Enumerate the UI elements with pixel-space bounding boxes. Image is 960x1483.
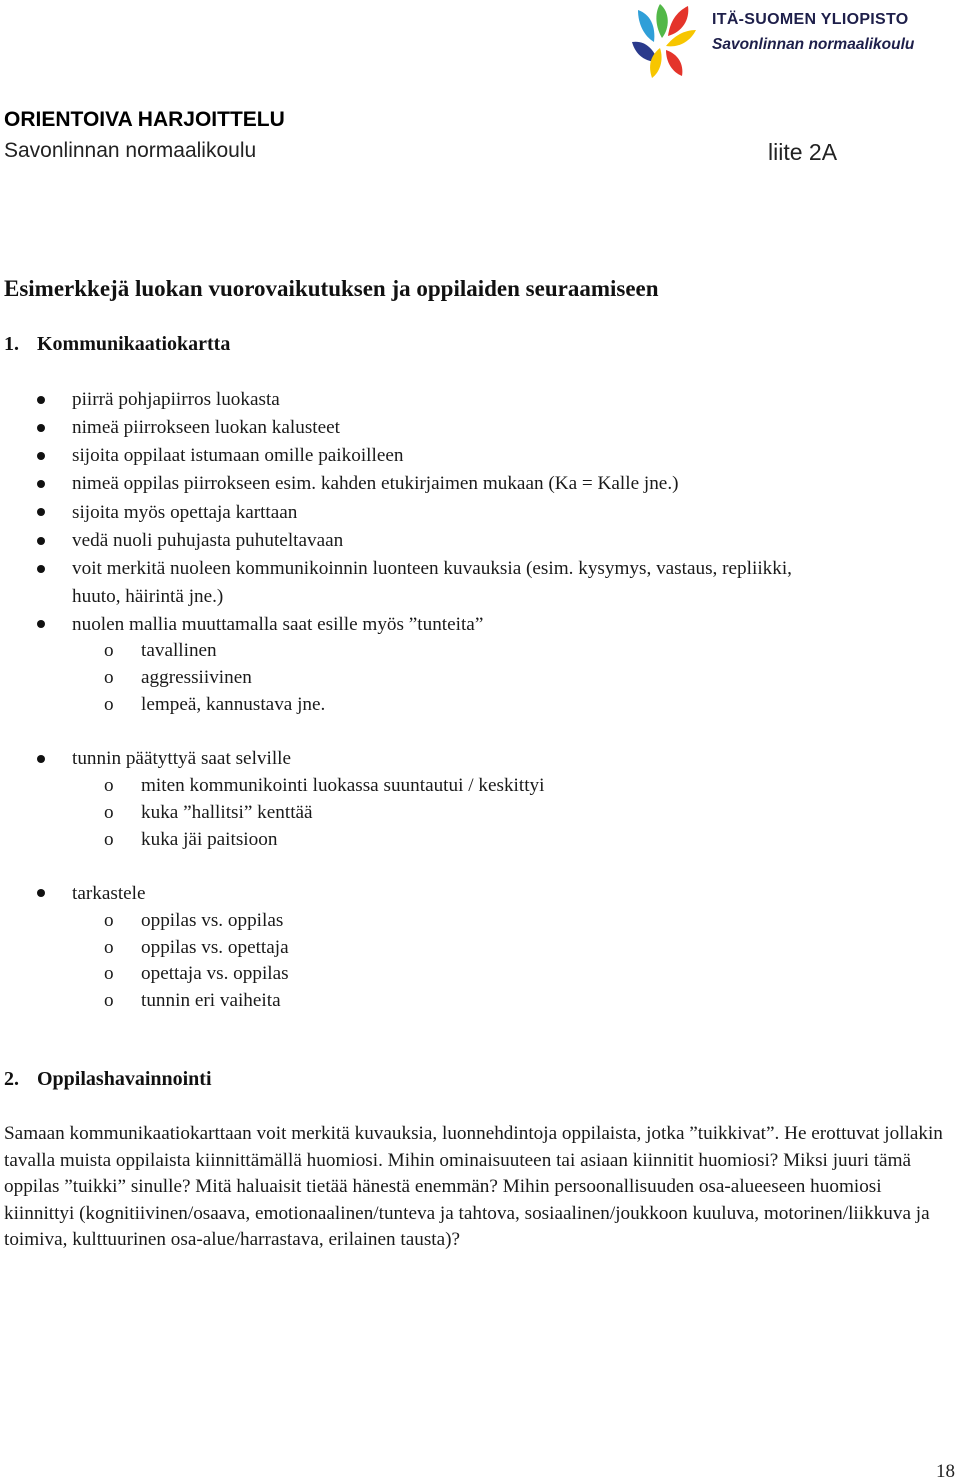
sub-bullet-marker: o (104, 990, 114, 1011)
section-2-number: 2. (4, 1068, 19, 1090)
page-number: 18 (936, 1461, 955, 1482)
sub-bullet-marker: o (104, 640, 114, 661)
logo-school-name: Savonlinnan normaalikoulu (712, 36, 915, 53)
list-item-continuation: huuto, häirintä jne.) (72, 586, 224, 607)
bullet-dot (37, 508, 45, 516)
sub-list-item: lempeä, kannustava jne. (141, 694, 326, 715)
sub-list-item: kuka jäi paitsioon (141, 829, 278, 850)
bullet-dot (37, 396, 45, 404)
sub-list-item: oppilas vs. opettaja (141, 937, 289, 958)
bullet-dot (37, 889, 45, 897)
list-item: tunnin päätyttyä saat selville (72, 748, 291, 769)
list-item: piirrä pohjapiirros luokasta (72, 389, 280, 410)
list-item: voit merkitä nuoleen kommunikoinnin luonteen kuvauksia (esim. kysymys, vastaus, repliikki, (72, 558, 792, 579)
list-item: sijoita myös opettaja karttaan (72, 502, 298, 523)
sub-bullet-marker: o (104, 963, 114, 984)
header-title: ORIENTOIVA HARJOITTELU (4, 108, 285, 131)
university-logo (630, 2, 950, 80)
sub-bullet-marker: o (104, 694, 114, 715)
section-1-heading (4, 333, 230, 356)
section-1-title: Kommunikaatiokartta (37, 333, 231, 355)
list-item: nimeä oppilas piirrokseen esim. kahden etukirjaimen mukaan (Ka = Kalle jne.) (72, 473, 679, 494)
list-item: nimeä piirrokseen luokan kalusteet (72, 417, 341, 438)
sub-list-item: opettaja vs. oppilas (141, 963, 289, 984)
section-1-number: 1. (4, 333, 19, 355)
header-school: Savonlinnan normaalikoulu (4, 139, 257, 162)
list-item: sijoita oppilaat istumaan omille paikoilleen (72, 445, 404, 466)
logo-university-name: ITÄ-SUOMEN YLIOPISTO (712, 11, 909, 28)
sub-bullet-marker: o (104, 775, 114, 796)
list-item: vedä nuoli puhujasta puhuteltavaan (72, 530, 344, 551)
sub-bullet-marker: o (104, 802, 114, 823)
bullet-dot (37, 755, 45, 763)
bullet-dot (37, 620, 45, 628)
bullet-dot (37, 480, 45, 488)
sub-list-item: oppilas vs. oppilas (141, 910, 284, 931)
section-2-heading (4, 1068, 212, 1091)
sub-list-item: aggressiivinen (141, 667, 252, 688)
sub-bullet-marker: o (104, 667, 114, 688)
logo-leaves-icon (630, 2, 702, 80)
sub-list-item: tavallinen (141, 640, 217, 661)
list-item: tarkastele (72, 883, 146, 904)
section-2-paragraph: Samaan kommunikaatiokarttaan voit merkitä kuvauksia, luonnehdintoja oppilaista, jotka ”tuikkivat”. He erottuvat jollakin tavalla muista oppilaista kiinnittämällä huomiosi. Mihin ominaisuuteen tai asiaan kiinnitit huomiosi? Miksi juuri tämä oppilas ”tuikki” sinulle? Mitä haluaisit tietää hänestä enemmän? Mihin persoonallisuuden osa-alueeseen huomiosi kiinnittyi (kognitiivinen/osaava, emotionaalinen/tunteva ja tahtova, sosiaalinen/joukkoon kuuluva, motorinen/liikkuva ja toimiva, kulttuurinen osa-alue/harrastava, erilainen tausta)? (4, 1123, 943, 1251)
header-appendix: liite 2A (768, 139, 838, 165)
list-item: nuolen mallia muuttamalla saat esille myös ”tunteita” (72, 614, 484, 635)
bullet-dot (37, 452, 45, 460)
sub-bullet-marker: o (104, 829, 114, 850)
sub-bullet-marker: o (104, 937, 114, 958)
bullet-dot (37, 565, 45, 573)
sub-list-item: miten kommunikointi luokassa suuntautui / keskittyi (141, 775, 545, 796)
section-2-title: Oppilashavainnointi (37, 1068, 212, 1090)
bullet-dot (37, 424, 45, 432)
sub-list-item: kuka ”hallitsi” kenttää (141, 802, 313, 823)
sub-list-item: tunnin eri vaiheita (141, 990, 281, 1011)
bullet-dot (37, 537, 45, 545)
document-title: Esimerkkejä luokan vuorovaikutuksen ja oppilaiden seuraamiseen (4, 276, 659, 301)
sub-bullet-marker: o (104, 910, 114, 931)
